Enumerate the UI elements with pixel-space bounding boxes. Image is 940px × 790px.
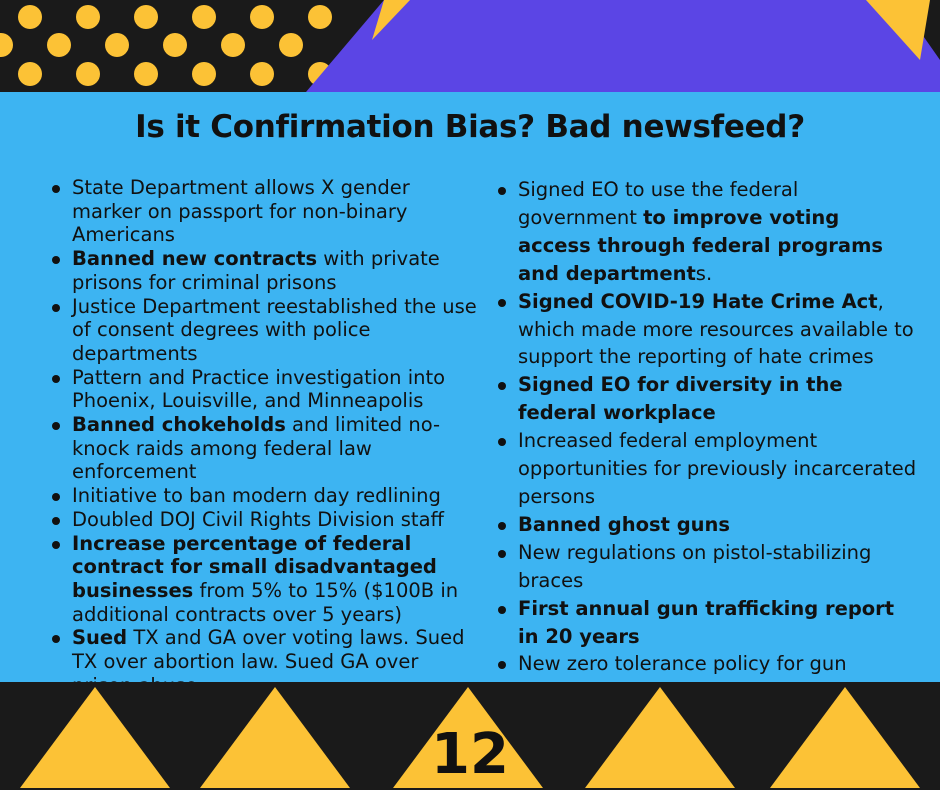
item-text: State Department allows X gender marker on passport for non-binary Americans [72,176,410,247]
list-item [498,427,918,511]
item-text: Justice Department reestablished the use of consent degrees with police departments [72,294,477,365]
left-bullet-list [52,176,484,745]
item-text: Pattern and Practice investigation into Phoenix, Louisville, and Minneapolis [72,365,446,413]
page-number: 12 [431,722,509,787]
bold-text: Signed EO for diversity in the federal workplace [518,373,843,425]
right-bullet-list [498,176,918,706]
item-text: New regulations on pistol-stabilizing braces [518,540,872,592]
item-text: Doubled DOJ Civil Rights Division staff [72,507,444,531]
list-item [498,371,918,427]
list-item [52,295,484,366]
list-item [52,366,484,413]
list-item [52,508,484,532]
list-item [52,247,484,294]
list-item [498,288,918,372]
bold-text: Sued [72,626,128,650]
bold-text: Banned ghost guns [518,512,731,536]
item-text: with private prisons for criminal prisons [72,247,440,294]
top-decoration [0,0,940,92]
bold-text: First annual gun trafficking report in 20 years [518,596,895,648]
bold-text: Banned chokeholds [72,413,286,437]
bold-text: Banned new contracts [72,247,318,271]
list-item [498,511,918,539]
purple-shape [306,0,940,92]
bold-text: Increase percentage of federal contract for small disadvantaged businesses [72,531,437,602]
list-item [52,176,484,247]
list-item [52,413,484,484]
bold-text: to improve voting access through federal programs and department [518,205,884,285]
item-text: s. [695,261,713,285]
top-pattern [0,0,940,92]
list-item [498,595,918,651]
list-item [498,539,918,595]
item-text: , which made more resources available to support the reporting of hate crimes [518,289,914,369]
list-item [498,176,918,288]
item-text: and limited no-knock raids among federal law enforcement [72,413,441,484]
list-item [52,532,484,627]
content-panel [0,92,940,682]
item-text: Increased federal employment opportunities for previously incarcerated persons [518,429,917,508]
item-text: from 5% to 15% ($100B in additional contracts over 5 years) [72,578,459,626]
yellow-dots [0,5,332,86]
page-title: Is it Confirmation Bias? Bad newsfeed? [135,109,805,145]
list-item [52,484,484,508]
item-text: Initiative to ban modern day redlining [72,484,441,508]
item-text: Signed EO to use the federal government [518,178,799,229]
item-text: TX and GA over voting laws. Sued TX over abortion law. Sued GA over [72,626,465,674]
bold-text: Signed COVID-19 Hate Crime Act [518,289,878,313]
item-text: New zero tolerance policy for gun [518,652,847,676]
